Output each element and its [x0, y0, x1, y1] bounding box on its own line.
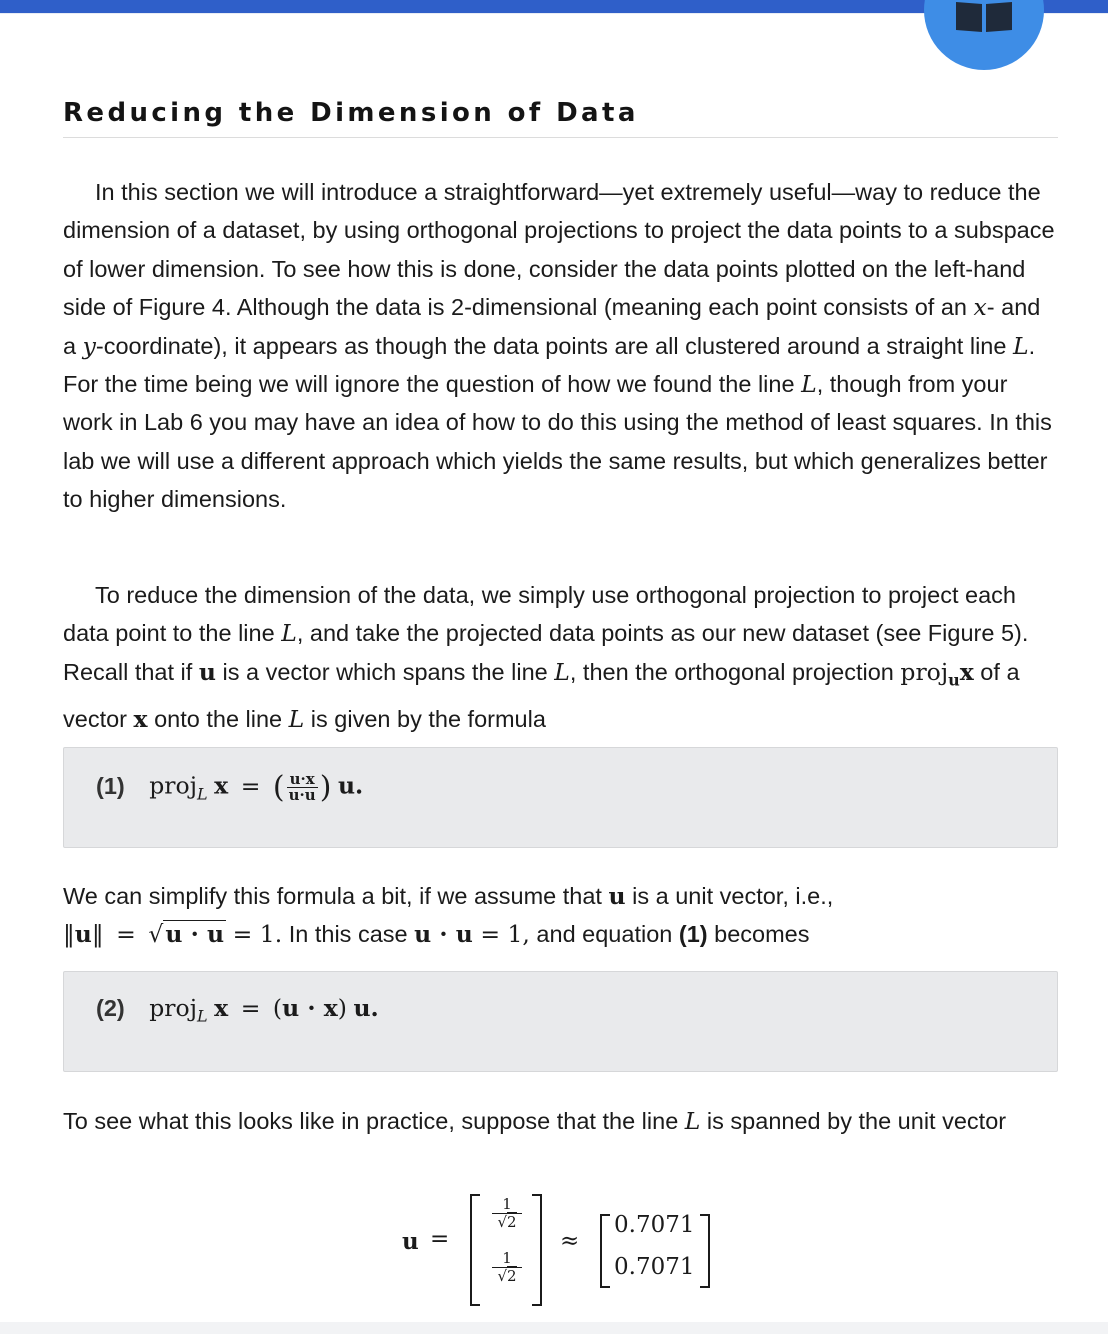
- matrix-exact: 1 √2 1 √2: [470, 1194, 542, 1304]
- equation-3-display: u = 1 √2 1 √2 ≈ 0.7071 0.7071: [0, 1190, 1108, 1310]
- paragraph-3: We can simplify this formula a bit, if we assume that u is a unit vector, i.e., ‖u‖ = √u · u = 1. In this case u · u = 1, and equation (1) becomes: [63, 882, 834, 949]
- equation-number: (1): [96, 772, 125, 799]
- paragraph-1: In this section we will introduce a straightforward—yet extremely useful—way to reduce the dimension of a dataset, by using orthogonal projections to project the data points to a subspace of lower dimension. To see how this is done, consider the data points plotted on the left-hand side of Figure 4. Although the data is 2-dimensional (meaning each point consists of an x- and a y-coordinate), it appears as though the data points are all clustered around a straight line L. For the time being we will ignore the question of how we found the line L, though from your work in Lab 6 you may have an idea of how to do this using the method of least squares. In this lab we will use a different approach which yields the same results, but which generalizes better to higher dimensions.: [63, 179, 1055, 513]
- equation-number: (2): [96, 995, 125, 1021]
- equation-2-box: (2) proj$_L$ x = (u · x) u.: [63, 971, 1058, 1072]
- section-title: Reducing the Dimension of Data: [63, 98, 1058, 138]
- book-icon: [954, 0, 1014, 32]
- paragraph-4: To see what this looks like in practice, suppose that the line L is spanned by the unit vector: [63, 1107, 1007, 1135]
- bottom-fade: [0, 1322, 1108, 1334]
- article-content: [63, 98, 1058, 138]
- fraction: $\frac{u\cdot x}{u\cdot u}$: [288, 770, 316, 804]
- book-badge-button[interactable]: [924, 0, 1044, 70]
- matrix-approx: 0.7071 0.7071: [600, 1214, 710, 1288]
- paragraph-2: To reduce the dimension of the data, we simply use orthogonal projection to project each data point to the line L, and take the projected data points as our new dataset (see Figure 5). Recall that if u is a vector which spans the line L, then the orthogonal projection proj$_u$x of a vector x onto the line L is given by the formula: [63, 582, 1029, 733]
- equation-1-box: (1) proj$_L$ x = ( $\frac{u\cdot x}{u\cdot u}$ ) u.: [63, 747, 1058, 848]
